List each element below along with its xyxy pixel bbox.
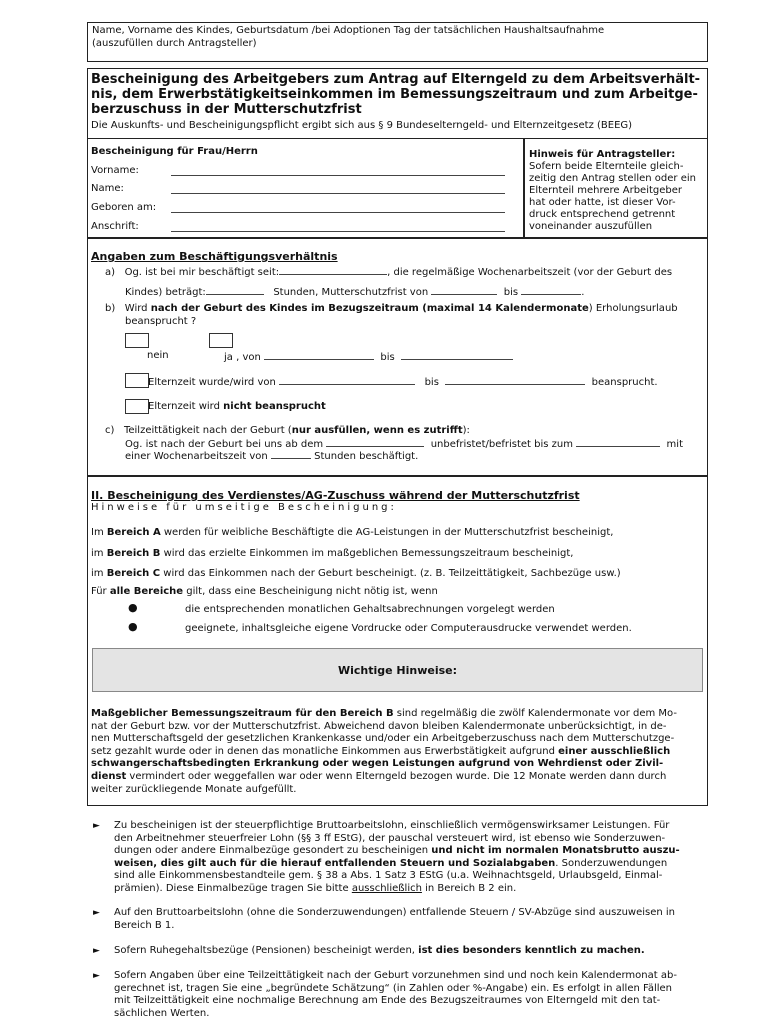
- row-elternzeit-1: Elternzeit wurde/wird von bis beansprucht.: [148, 377, 658, 388]
- child-info-box: [87, 22, 708, 62]
- field-firstname-line[interactable]: [171, 166, 505, 176]
- parental-leave-from-line[interactable]: [279, 375, 415, 385]
- arrow-icon: ►: [93, 821, 100, 831]
- arrow-icon: ►: [93, 946, 100, 956]
- bemessungszeitraum-paragraph: Maßgeblicher Bemessungszeitraum für den Bereich B sind regelmäßig die zwölf Kalendermonate vor dem Mo- nat der Geburt bzw. vor der Mutterschutzfrist. Abweichend davon bleiben Kalendermonate unberücksichtigt, in de- nen Mutterschaftsgeld der gesetzlichen Krankenkasse und/oder ein Arbeitgeberzuschuss nach dem Mutterschutzge- setz gezahlt wurde oder in denen das monatliche Einkommen aus Erwerbstätigkeit aufgrund einer ausschließlich schwangerschaftsbedingten Erkrankung oder wegen Leistungen aufgrund von Wehrdienst oder Zivil- dienst vermindert oder weggefallen war oder wenn Elterngeld bezogen wurde. Die 12 Monate werden dann durch weiter zurückliegende Monate aufgefüllt.: [91, 708, 677, 795]
- row-c-1: c) Teilzeittätigkeit nach der Geburt (nur ausfüllen, wenn es zutrifft):: [105, 425, 470, 436]
- note-1: Zu bescheinigen ist der steuerpflichtige Bruttoarbeitslohn, einschließlich vermögenswirksamer Leistungen. Für den Arbeitnehmer steuerfreier Lohn (§§ 3 ff EStG), der pauschal versteuert wird, ist ebenso wie Sonderzuwen- dungen oder andere Einmalbezüge gesondert zu bescheinigen und nicht im normalen Monatsbrutto auszu- weisen, dies gilt auch für die hierauf entfallenden Steuern und Sozialabgaben. Sonderzuwendungen sind alle Einkommensbestandteile gem. § 38 a Abs. 1 Satz 3 EStG (u.a. Weihnachtsgeld, Urlaubsgeld, Einmal- prämien). Diese Einmalbezüge tragen Sie bitte ausschließlich in Bereich B 2 ein.: [114, 820, 680, 894]
- child-info-label: Name, Vorname des Kindes, Geburtsdatum /bei Adoptionen Tag der tatsächlichen Haushaltsaufnahme (auszufüllen durch Antragsteller): [92, 25, 605, 49]
- field-address-label: Anschrift:: [91, 221, 139, 232]
- parttime-from-line[interactable]: [326, 437, 424, 447]
- parttime-to-line[interactable]: [576, 437, 660, 447]
- earnings-box: [87, 476, 708, 806]
- field-name-label: Name:: [91, 183, 124, 194]
- arrow-icon: ►: [93, 971, 100, 981]
- field-firstname-label: Vorname:: [91, 165, 139, 176]
- arrow-icon: ►: [93, 908, 100, 918]
- note-2: Auf den Bruttoarbeitslohn (ohne die Sonderzuwendungen) entfallende Steuern / SV-Abzüge sind auszuweisen in Bereich B 1.: [114, 907, 676, 931]
- bullet-icon: ●: [128, 601, 138, 614]
- section2-heading: II. Bescheinigung des Verdienstes/AG-Zuschuss während der Mutterschutzfrist: [91, 489, 580, 502]
- employed-since-line[interactable]: [279, 265, 387, 275]
- bereich-b-line: im Bereich B wird das erzielte Einkommen im maßgeblichen Bemessungszeitraum bescheinigt,: [91, 548, 574, 559]
- employment-box: [87, 238, 708, 476]
- nein-label: nein: [147, 350, 169, 361]
- field-address-line[interactable]: [171, 222, 505, 232]
- bereich-a-line: Im Bereich A werden für weibliche Beschäftigte die AG-Leistungen in der Mutterschutzfrist bescheinigt,: [91, 527, 614, 538]
- hint-divider: [523, 139, 525, 237]
- note-3: Sofern Ruhegehaltsbezüge (Pensionen) bescheinigt werden, ist dies besonders kenntlich zu machen.: [114, 945, 645, 956]
- row-a-2: Kindes) beträgt: Stunden, Mutterschutzfrist von bis .: [125, 287, 585, 298]
- row-c-3: einer Wochenarbeitszeit von Stunden beschäftigt.: [125, 451, 419, 462]
- row-a-1: a) Og. ist bei mir beschäftigt seit: , die regelmäßige Wochenarbeitszeit (vor der Geburt des: [105, 267, 673, 278]
- row-c-2: Og. ist nach der Geburt bei uns ab dem unbefristet/befristet bis zum mit: [125, 439, 683, 450]
- all-areas-line: Für alle Bereiche gilt, dass eine Bescheinigung nicht nötig ist, wenn: [91, 586, 438, 597]
- checkbox-keine-elternzeit[interactable]: [125, 399, 149, 414]
- parttime-hours-line[interactable]: [271, 449, 311, 459]
- bullet-icon: ●: [128, 620, 138, 633]
- row-elternzeit-2: Elternzeit wird nicht beansprucht: [148, 401, 326, 412]
- row-b-1: b) Wird nach der Geburt des Kindes im Bezugszeitraum (maximal 14 Kalendermonate) Erholungsurlaub: [105, 303, 678, 314]
- important-notes-banner: Wichtige Hinweise:: [92, 648, 703, 692]
- bereich-c-line: im Bereich C wird das Einkommen nach der Geburt bescheinigt. (z. B. Teilzeittätigkeit, Sachbezüge usw.): [91, 568, 621, 579]
- checkbox-ja[interactable]: [209, 333, 233, 348]
- person-heading: Bescheinigung für Frau/Herrn: [91, 146, 258, 157]
- person-box: [87, 138, 708, 238]
- maternity-from-line[interactable]: [431, 285, 497, 295]
- title-box: [87, 68, 708, 138]
- row-b-ja: ja , von bis: [224, 350, 513, 363]
- document-subtitle: Die Auskunfts- und Bescheinigungspflicht ergibt sich aus § 9 Bundeselterngeld- und Elternzeitgesetz (BEEG): [91, 120, 633, 131]
- bullet-item-1: die entsprechenden monatlichen Gehaltsabrechnungen vorgelegt werden: [185, 604, 555, 615]
- weekly-hours-line[interactable]: [206, 285, 264, 295]
- row-b-2: beansprucht ?: [125, 316, 197, 327]
- vacation-from-line[interactable]: [264, 350, 374, 360]
- field-birthdate-label: Geboren am:: [91, 202, 157, 213]
- note-4: Sofern Angaben über eine Teilzeittätigkeit nach der Geburt vorzunehmen sind und noch kein Kalendermonat ab- gerechnet ist, tragen Sie eine „begründete Schätzung“ (in Zahlen oder %-Angabe) ein. Es erfolgt in allen Fällen mit Teilzeittätigkeit eine nochmalige Berechnung am Ende des Bezugszeitraumes von Elterngeld mit den tat- sächlichen Werten.: [114, 970, 677, 1019]
- bullet-item-2: geeignete, inhaltsgleiche eigene Vordrucke oder Computerausdrucke verwendet werden.: [185, 623, 632, 634]
- field-name-line[interactable]: [171, 184, 505, 194]
- parental-leave-to-line[interactable]: [445, 375, 585, 385]
- vacation-to-line[interactable]: [401, 350, 513, 360]
- maternity-to-line[interactable]: [521, 285, 581, 295]
- employment-heading: Angaben zum Beschäftigungsverhältnis: [91, 250, 338, 263]
- document-title: Bescheinigung des Arbeitgebers zum Antrag auf Elterngeld zu dem Arbeitsverhält- nis, dem Erwerbstätigkeitseinkommen im Bemessungszeitraum und zum Arbeitge- berzuschuss in der Mutterschutzfrist: [91, 72, 701, 117]
- checkbox-elternzeit[interactable]: [125, 373, 149, 388]
- section2-subheading: Hinweise für umseitige Bescheinigung:: [91, 502, 397, 513]
- hint-box: Hinweis für Antragsteller: Sofern beide Elternteile gleich- zeitig den Antrag stellen oder ein Elternteil mehrere Arbeitgeber hat oder hatte, ist dieser Vor- druck entsprechend getrennt voneinander auszufüllen: [529, 149, 696, 232]
- checkbox-nein[interactable]: [125, 333, 149, 348]
- field-birthdate-line[interactable]: [171, 203, 505, 213]
